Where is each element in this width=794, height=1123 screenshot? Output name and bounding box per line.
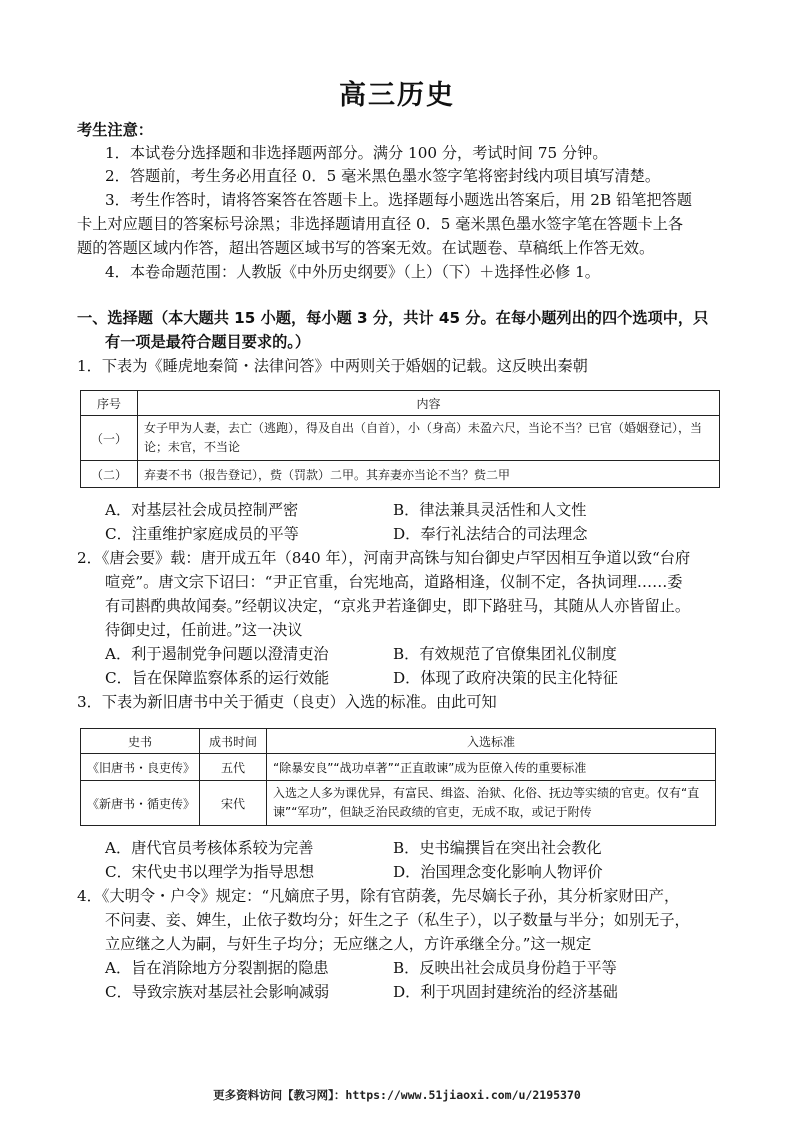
table-header-cell: 内容	[138, 391, 720, 416]
q1-option-a: A．对基层社会成员控制严密	[105, 501, 299, 519]
q4-stem-line-2: 不问妻、妾、婢生，止依子数均分；奸生之子（私生子），以子数量与半分；如别无子，	[105, 911, 690, 929]
table-header-cell: 成书时间	[200, 729, 267, 754]
notice-heading: 考生注意：	[77, 121, 153, 139]
notice-item-1: 1．本试卷分选择题和非选择题两部分。满分 100 分，考试时间 75 分钟。	[105, 144, 608, 162]
table-cell: 五代	[200, 754, 267, 781]
table-cell: 《新唐书・循吏传》	[81, 781, 200, 826]
table-cell: 《旧唐书・良吏传》	[81, 754, 200, 781]
notice-item-4: 4．本卷命题范围：人教版《中外历史纲要》（上）（下）＋选择性必修 1。	[105, 263, 600, 281]
q4-option-b: B．反映出社会成员身份趋于平等	[393, 959, 617, 977]
q4-option-a: A．旨在消除地方分裂割据的隐患	[105, 959, 329, 977]
table-header-row	[81, 391, 720, 416]
notice-item-3-line-2: 卡上对应题目的答案标号涂黑；非选择题请用直径 0．5 毫米黑色墨水签字笔在答题卡上各	[77, 215, 684, 233]
section-heading: 一、选择题（本大题共 15 小题，每小题 3 分，共计 45 分。在每小题列出的四个选项中，只	[77, 309, 709, 327]
q4-option-d: D．利于巩固封建统治的经济基础	[393, 983, 618, 1001]
table-cell: 弃妻不书（报告登记），赀（罚款）二甲。其弃妻亦当论不当？赀二甲	[138, 461, 720, 488]
notice-item-3-line-3: 题的答题区域内作答，超出答题区域书写的答案无效。在试题卷、草稿纸上作答无效。	[77, 239, 655, 257]
page-title: 高三历史	[339, 80, 455, 111]
table-header-cell: 序号	[81, 391, 138, 416]
q3-stem: 3．下表为新旧唐书中关于循吏（良吏）入选的标准。由此可知	[77, 693, 497, 711]
q3-table	[80, 728, 716, 826]
q3-option-d: D．治国理念变化影响人物评价	[393, 863, 603, 881]
q2-stem-line-4: 待御史过，任前进。”这一决议	[105, 621, 303, 639]
table-header-cell: 史书	[81, 729, 200, 754]
q1-option-b: B．律法兼具灵活性和人文性	[393, 501, 587, 519]
table-cell: “除暴安良”“战功卓著”“正直敢谏”成为臣僚入传的重要标准	[267, 754, 716, 781]
table-row	[81, 781, 716, 826]
table-cell: （二）	[81, 461, 138, 488]
table-header-cell: 入选标准	[267, 729, 716, 754]
notice-item-2: 2．答题前，考生务必用直径 0．5 毫米黑色墨水签字笔将密封线内项目填写清楚。	[105, 167, 661, 185]
q3-option-b: B．史书编撰旨在突出社会教化	[393, 839, 602, 857]
q2-stem-line-3: 有司斟酌典故闻奏。”经朝议决定，“京兆尹若逢御史，即下路驻马，其随从人亦皆留止。	[105, 597, 691, 615]
q2-option-d: D．体现了政府决策的民主化特征	[393, 669, 618, 687]
table-cell: 女子甲为人妻，去亡（逃跑），得及自出（自首），小（身高）未盈六尺，当论不当？已官（婚姻登记），当论；未官，不当论	[138, 416, 720, 461]
q2-stem-line-2: 喧竞”。唐文宗下诏曰：“尹正官重，台宪地高，道路相逢，仪制不定，各执词理……委	[105, 573, 683, 591]
table-row	[81, 416, 720, 461]
table-row	[81, 461, 720, 488]
q3-option-a: A．唐代官员考核体系较为完善	[105, 839, 314, 857]
table-cell: 入选之人多为课优异，有富民、缉盗、治狱、化俗、抚边等实绩的官吏。仅有“直谏”“军功”，但缺乏治民政绩的官吏，无成不取，或记于附传	[267, 781, 716, 826]
q2-option-b: B．有效规范了官僚集团礼仪制度	[393, 645, 617, 663]
table-header-row	[81, 729, 716, 754]
section-heading-cont: 有一项是最符合题目要求的。）	[105, 333, 311, 351]
table-row	[81, 754, 716, 781]
q1-table	[80, 390, 720, 488]
q1-option-c: C．注重维护家庭成员的平等	[105, 525, 299, 543]
q3-option-c: C．宋代史书以理学为指导思想	[105, 863, 315, 881]
table-cell: 宋代	[200, 781, 267, 826]
q4-option-c: C．导致宗族对基层社会影响减弱	[105, 983, 330, 1001]
q2-option-a: A．利于遏制党争问题以澄清吏治	[105, 645, 329, 663]
table-cell: （一）	[81, 416, 138, 461]
q2-stem-line-1: 2．《唐会要》载：唐开成五年（840 年），河南尹高铢与知台御史卢罕因相互争道以致“台府	[77, 549, 691, 567]
q1-stem: 1．下表为《睡虎地秦简・法律问答》中两则关于婚姻的记载。这反映出秦朝	[77, 357, 588, 375]
q4-stem-line-3: 立应继之人为嗣，与奸生子均分；无应继之人，方许承继全分。”这一规定	[105, 935, 592, 953]
q1-option-d: D．奉行礼法结合的司法理念	[393, 525, 588, 543]
footer-link[interactable]: 更多资料访问【教习网】：https://www.51jiaoxi.com/u/2195370	[213, 1088, 581, 1102]
notice-item-3-line-1: 3．考生作答时，请将答案答在答题卡上。选择题每小题选出答案后，用 2B 铅笔把答题	[105, 191, 692, 209]
q4-stem-line-1: 4．《大明令・户令》规定：“凡嫡庶子男，除有官荫袭，先尽嫡长子孙，其分析家财田产，	[77, 887, 680, 905]
q2-option-c: C．旨在保障监察体系的运行效能	[105, 669, 330, 687]
